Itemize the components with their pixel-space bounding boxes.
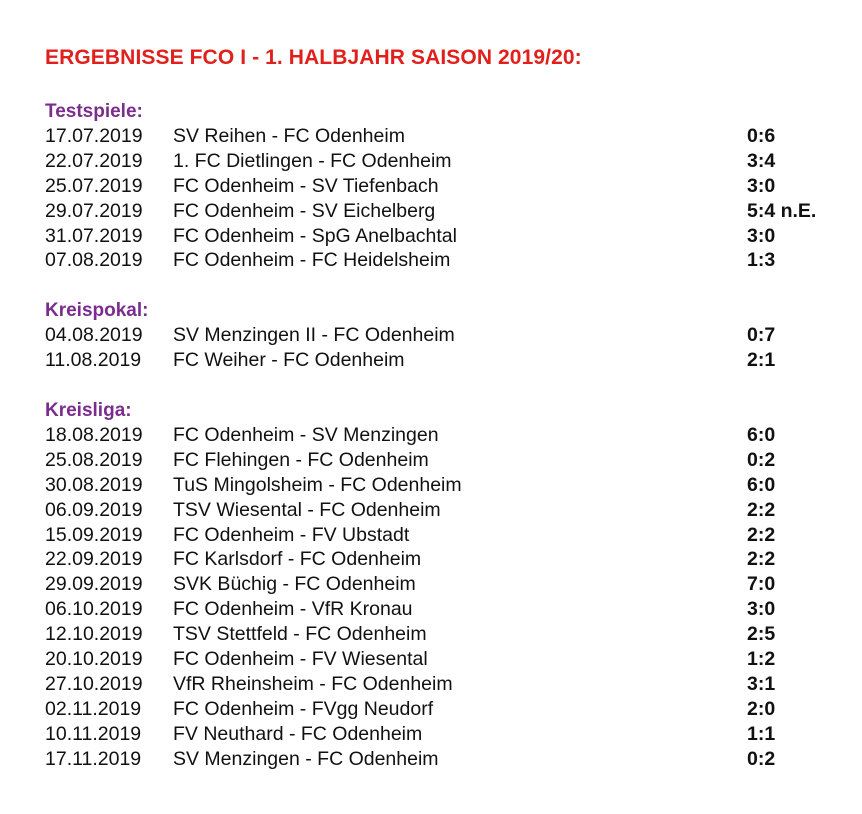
section-testspiele [45,100,862,273]
match-teams: FC Odenheim - SV Menzingen [173,424,439,446]
match-date: 04.08.2019 [45,324,143,346]
match-date: 29.09.2019 [45,573,143,596]
result-row [45,747,862,772]
result-row [45,697,862,722]
page-title: ERGEBNISSE FCO I - 1. HALBJAHR SAISON 2019/20: [45,46,582,69]
match-score: 3:1 [747,672,776,695]
match-score: 3:0 [747,174,776,197]
result-row [45,597,862,622]
match-teams: FC Odenheim - SV Eichelberg [173,199,436,222]
match-teams: TSV Stettfeld - FC Odenheim [173,623,427,646]
match-teams: 1. FC Dietlingen - FC Odenheim [173,149,452,172]
match-teams: FC Odenheim - SpG Anelbachtal [173,224,457,247]
match-teams: SVK Büchig - FC Odenheim [173,573,416,596]
match-score: 2:2 [747,548,776,571]
match-score: 1:1 [747,722,776,745]
match-date: 11.08.2019 [45,348,142,371]
section-title: Kreisliga: [45,400,132,421]
match-date: 27.10.2019 [45,672,143,695]
result-row [45,124,862,149]
match-score: 3:4 [747,149,776,172]
match-score: 2:1 [747,348,776,371]
result-row [45,248,862,273]
match-teams: FC Odenheim - SV Tiefenbach [173,174,439,197]
match-date: 12.10.2019 [45,623,143,646]
match-score: 1:2 [747,648,776,671]
result-row [45,523,862,548]
result-row [45,423,862,448]
match-teams: FC Odenheim - FVgg Neudorf [173,697,434,720]
match-score: 2:0 [747,697,776,720]
match-score: 2:2 [747,523,776,546]
match-teams: FC Odenheim - FV Wiesental [173,648,428,671]
match-teams: TuS Mingolsheim - FC Odenheim [173,473,462,496]
match-teams: FC Karlsdorf - FC Odenheim [173,548,422,571]
result-row [45,572,862,597]
match-date: 17.11.2019 [45,747,142,770]
match-date: 06.09.2019 [45,498,143,521]
result-row [45,547,862,572]
match-teams: SV Reihen - FC Odenheim [173,125,405,147]
match-date: 06.10.2019 [45,598,143,621]
match-date: 31.07.2019 [45,224,143,247]
result-row [45,199,862,224]
match-teams: TSV Wiesental - FC Odenheim [173,498,441,521]
match-date: 15.09.2019 [45,523,143,546]
match-score: 7:0 [747,573,776,596]
match-date: 18.08.2019 [45,424,143,446]
result-row [45,672,862,697]
result-row [45,473,862,498]
match-date: 07.08.2019 [45,249,143,272]
match-teams: FC Odenheim - FV Ubstadt [173,523,410,546]
match-teams: FC Odenheim - VfR Kronau [173,598,413,621]
match-teams: VfR Rheinsheim - FC Odenheim [173,672,453,695]
match-score: 2:5 [747,623,776,646]
match-date: 29.07.2019 [45,199,143,222]
match-score: 6:0 [747,473,776,496]
match-date: 20.10.2019 [45,648,143,671]
match-teams: SV Menzingen II - FC Odenheim [173,324,455,346]
match-score: 3:0 [747,598,776,621]
section-kreisliga [45,399,862,771]
match-score: 5:4 n.E. [747,199,817,222]
result-row [45,174,862,199]
match-teams: FC Odenheim - FC Heidelsheim [173,249,451,272]
section-title: Testspiele: [45,101,143,122]
match-teams: FC Flehingen - FC Odenheim [173,448,429,471]
match-date: 10.11.2019 [45,722,142,745]
result-row [45,498,862,523]
match-score: 0:2 [747,448,776,471]
match-score: 0:6 [747,125,776,147]
match-teams: FV Neuthard - FC Odenheim [173,722,423,745]
section-title: Kreispokal: [45,300,149,321]
section-kreispokal [45,299,862,373]
match-date: 22.09.2019 [45,548,143,571]
match-date: 25.07.2019 [45,174,143,197]
match-score: 3:0 [747,224,776,247]
match-date: 02.11.2019 [45,697,142,720]
match-score: 1:3 [747,249,776,272]
match-date: 22.07.2019 [45,149,143,172]
result-row [45,448,862,473]
match-teams: SV Menzingen - FC Odenheim [173,747,439,770]
match-date: 17.07.2019 [45,125,143,147]
result-row [45,323,862,348]
result-row [45,348,862,373]
result-row [45,722,862,747]
match-teams: FC Weiher - FC Odenheim [173,348,405,371]
match-score: 0:7 [747,324,776,346]
match-score: 0:2 [747,747,776,770]
match-score: 2:2 [747,498,776,521]
result-row [45,149,862,174]
result-row [45,224,862,249]
match-date: 30.08.2019 [45,473,143,496]
result-row [45,647,862,672]
match-score: 6:0 [747,424,776,446]
match-date: 25.08.2019 [45,448,143,471]
result-row [45,622,862,647]
